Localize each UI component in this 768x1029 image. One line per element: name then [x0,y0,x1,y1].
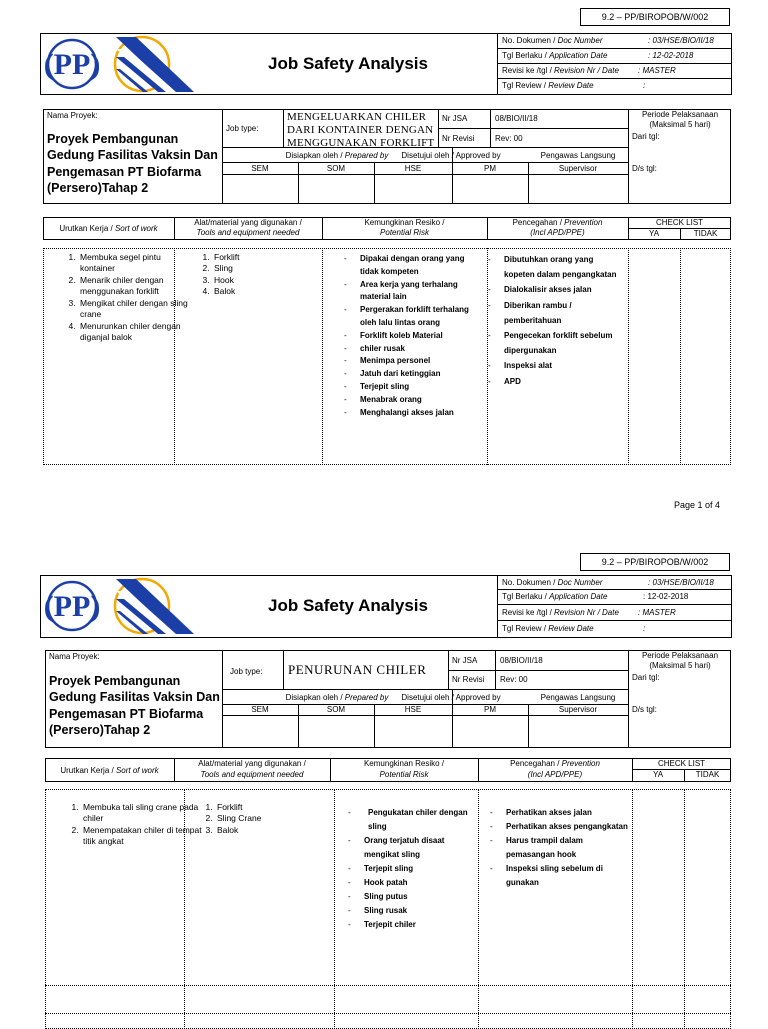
svg-text:(PP): (PP) [44,48,101,81]
nr-jsa-label: Nr JSA [442,114,468,123]
role-supervisor: Supervisor [558,164,598,173]
project-name: Proyek Pembangunan Gedung Fasilitas Vaksin Dan Pengemasan PT Biofarma (Persero)Tahap 2 [49,674,220,737]
maks-label: (Maksimal 5 hari) [649,120,711,129]
project-name-label: Nama Proyek: [49,652,100,661]
risk-item: - Terjepit chiler [348,918,476,932]
document-title: Job Safety Analysis [268,54,428,73]
prevention-item: - Perhatikan akses jalan [490,806,628,820]
risks-list [344,253,484,419]
approved-by-label: Disetujui oleh / Approved by [401,151,501,160]
nr-jsa-label: Nr JSA [452,656,478,665]
col-ya: YA [652,770,664,779]
revision-value: : MASTER [638,66,676,75]
ds-tgl-label: D/s tgl: [632,164,657,173]
project-name: Proyek Pembangunan Gedung Fasilitas Vaksin Dan Pengemasan PT Biofarma (Persero)Tahap 2 [47,132,218,195]
prevention-item: - Diberikan rambu / pemberitahuan [488,298,626,328]
role-som: SOM [326,164,346,173]
review-date-value: : [643,81,646,90]
application-date-value: : 12-02-2018 [648,51,694,60]
prevention-item: - Inspeksi alat [488,358,626,373]
prevention-item: - Inspeksi sling sebelum di gunakan [490,862,628,890]
tools-list [191,802,355,836]
col-tools: Alat/material yang digunakan / [194,218,302,227]
risk-item: - Forklift koleb Material [344,330,484,343]
review-date-label: Tgl Review / Review Date [502,624,594,633]
ds-tgl-label: D/s tgl: [632,705,657,714]
supervisor-label: Pengawas Langsung [540,693,616,702]
col-tools: Alat/material yang digunakan / [198,759,306,768]
steps-list [57,802,205,848]
risk-item: - Sling putus [348,890,476,904]
role-sem: SEM [251,705,269,714]
risk-item: - Menghalangi akses jalan [344,407,484,420]
application-date-label: Tgl Berlaku / Application Date [502,51,608,60]
doc-code: 9.2 – PP/BIROPOB/W/002 [601,12,709,22]
risk-item: - chiler rusak [344,343,484,356]
prevention-list [488,252,626,389]
job-type-value: MENGELUARKAN CHILER DARI KONTAINER DENGAN MENGGUNAKAN FORKLIFT [287,111,435,150]
job-type-value: PENURUNAN CHILER [288,662,427,677]
tool-item: 3. Hook [212,275,342,286]
col-sort-of-work: Urutkan Kerja / Sort of work [60,766,159,775]
risk-item: - Pergerakan forklift terhalang oleh lalu lintas orang [344,304,484,330]
col-risk: Kemungkinan Resiko / [363,759,445,768]
risk-item: - Terjepit sling [348,862,476,876]
step-item: 4. Menurunkan chiler dengan diganjal balok [78,321,194,344]
tool-item: 2. Sling Crane [215,813,355,824]
role-pm: PM [484,705,496,714]
document-page-2 [0,545,768,1024]
doc-number-label: No. Dokumen / Doc Number [502,36,603,45]
dari-tgl-label: Dari tgl: [632,673,660,682]
risk-item: - Dipakai dengan orang yang tidak kompeten [344,253,484,279]
col-prevention: Pencegahan / Prevention [510,759,600,768]
tools-list [188,252,342,298]
col-sort-of-work: Urutkan Kerja / Sort of work [59,224,158,233]
role-hse: HSE [404,705,422,714]
risk-item: - Pengukatan chiler dengan sling [348,806,476,834]
risk-item: - Orang terjatuh disaat mengikat sling [348,834,476,862]
nr-revisi-value: Rev: 00 [495,134,523,143]
risk-item: - Menabrak orang [344,394,484,407]
risk-item: - Terjepit sling [344,381,484,394]
step-item: 3. Mengikat chiler dengan sling crane [78,298,194,321]
revision-label: Revisi ke /tgl / Revision Nr / Date [502,66,619,75]
col-risk: Kemungkinan Resiko / [364,218,445,227]
prevention-item: - Dialokalisir akses jalan [488,282,626,297]
dari-tgl-label: Dari tgl: [632,132,660,141]
nr-revisi-label: Nr Revisi [452,675,485,684]
doc-code-box [580,553,730,571]
col-risk-en: Potential Risk [380,228,429,237]
tool-item: 1. Forklift [212,252,342,263]
role-pm: PM [484,164,496,173]
document-page-1 [0,0,768,512]
col-prevention-sub: (Incl APD/PPE) [530,228,585,237]
role-som: SOM [326,705,346,714]
role-supervisor: Supervisor [558,705,598,714]
col-prevention: Pencegahan / Prevention [512,218,603,227]
nr-revisi-label: Nr Revisi [442,134,475,143]
col-ya: YA [648,229,660,238]
nr-jsa-value: 08/BIO/II/18 [500,656,543,665]
risk-item: - Menimpa personel [344,355,484,368]
tool-item: 4. Balok [212,286,342,297]
doc-number-value: : 03/HSE/BIO/II/18 [648,36,714,45]
prevention-item: - Pengecekan forklift sebelum dipergunakan [488,328,626,358]
steps-list [54,252,194,344]
risk-item: - Sling rusak [348,904,476,918]
company-logo [44,577,204,635]
project-name-label: Nama Proyek: [47,111,98,120]
prepared-by-label: Disiapkan oleh / Prepared by [285,151,389,160]
approved-by-label: Disetujui oleh / Approved by [401,693,501,702]
prevention-list [490,806,628,890]
prevention-item: - APD [488,374,626,389]
page-number: Page 1 of 4 [674,500,721,510]
maks-label: (Maksimal 5 hari) [649,661,711,670]
svg-text:(PP): (PP) [44,590,101,623]
document-title: Job Safety Analysis [268,596,428,615]
col-tools-en: Tools and equipment needed [196,228,300,237]
doc-code: 9.2 – PP/BIROPOB/W/002 [601,557,709,567]
revision-value: : MASTER [638,608,676,617]
supervisor-label: Pengawas Langsung [540,151,616,160]
risk-item: - Hook patah [348,876,476,890]
col-tidak: TIDAK [693,229,718,238]
tool-item: 3. Balok [215,825,355,836]
doc-number-label: No. Dokumen / Doc Number [502,578,603,587]
doc-number-value: : 03/HSE/BIO/II/18 [648,578,714,587]
periode-label: Periode Pelaksanaan [641,651,719,660]
application-date-value: : 12-02-2018 [643,592,689,601]
periode-label: Periode Pelaksanaan [641,110,719,119]
col-checklist: CHECK LIST [657,759,706,768]
prevention-item: - Dibutuhkan orang yang kopeten dalam pengangkatan [488,252,626,282]
col-tools-en: Tools and equipment needed [200,770,304,779]
step-item: 1. Membuka tali sling crane pada chiler [81,802,205,825]
company-logo [44,35,204,93]
revision-label: Revisi ke /tgl / Revision Nr / Date [502,608,619,617]
tool-item: 2. Sling [212,263,342,274]
prevention-item: - Harus trampil dalam pemasangan hook [490,834,628,862]
nr-revisi-value: Rev: 00 [500,675,528,684]
nr-jsa-value: 08/BIO/II/18 [495,114,538,123]
col-checklist: CHECK LIST [655,218,704,227]
review-date-label: Tgl Review / Review Date [502,81,594,90]
review-date-value: : [643,624,646,633]
job-type-label: Job type: [226,124,259,133]
step-item: 1. Membuka segel pintu kontainer [78,252,194,275]
prepared-by-label: Disiapkan oleh / Prepared by [285,693,389,702]
risk-item: - Jatuh dari ketinggian [344,368,484,381]
risk-item: - Area kerja yang terhalang material lain [344,279,484,305]
role-hse: HSE [404,164,422,173]
prevention-item: - Perhatikan akses pengangkatan [490,820,628,834]
doc-code-box [580,8,730,26]
col-risk-en: Potential Risk [379,770,429,779]
job-type-label: Job type: [230,667,263,676]
role-sem: SEM [251,164,269,173]
step-item: 2. Menarik chiler dengan menggunakan forklift [78,275,194,298]
col-tidak: TIDAK [695,770,720,779]
application-date-label: Tgl Berlaku / Application Date [502,592,608,601]
col-prevention-sub: (Incl APD/PPE) [527,770,583,779]
step-item: 2. Menempatakan chiler di tempat titik angkat [81,825,205,848]
tool-item: 1. Forklift [215,802,355,813]
risks-list [348,806,476,932]
